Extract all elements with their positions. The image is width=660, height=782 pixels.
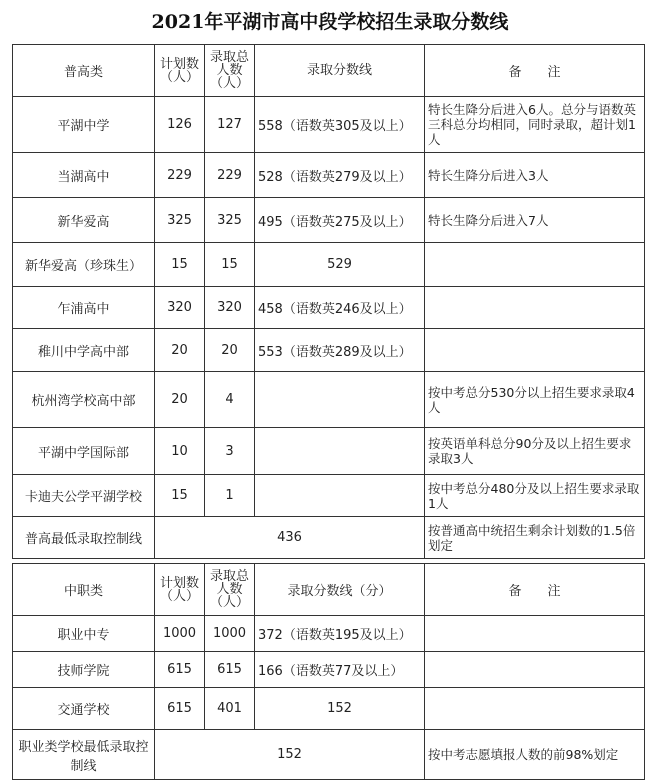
score-line [255,372,425,428]
plan-count: 15 [155,243,205,287]
remark [425,243,645,287]
school-name: 职业中专 [13,616,155,652]
score-line: 553（语数英289及以上） [255,329,425,372]
general-admission-table [12,44,645,559]
school-name: 平湖中学国际部 [13,428,155,475]
remark: 特长生降分后进入3人 [425,153,645,198]
admitted-count: 229 [205,153,255,198]
admitted-count: 1000 [205,616,255,652]
school-name: 新华爱高 [13,198,155,243]
admitted-count: 1 [205,475,255,517]
score-line [255,475,425,517]
table-row [13,329,645,372]
min-line-remark: 按中考志愿填报人数的前98%划定 [425,730,645,780]
school-name: 卡迪夫公学平湖学校 [13,475,155,517]
plan-count: 20 [155,372,205,428]
table-row [13,97,645,153]
admitted-count: 3 [205,428,255,475]
score-line: 528（语数英279及以上） [255,153,425,198]
admitted-count: 4 [205,372,255,428]
plan-count: 1000 [155,616,205,652]
header-plan: 计划数（人） [155,45,205,97]
admitted-count: 325 [205,198,255,243]
vocational-admission-table [12,563,645,780]
score-line: 166（语数英77及以上） [255,652,425,688]
remark [425,652,645,688]
table-row [13,475,645,517]
header-category: 普高类 [13,45,155,97]
header-remarks: 备 注 [425,45,645,97]
plan-count: 615 [155,652,205,688]
admitted-count: 20 [205,329,255,372]
table-row [13,428,645,475]
header-admitted: 录取总人数（人） [205,45,255,97]
min-line-remark: 按普通高中统招生剩余计划数的1.5倍划定 [425,517,645,559]
plan-count: 320 [155,287,205,329]
school-name: 交通学校 [13,688,155,730]
min-line-label: 普高最低录取控制线 [13,517,155,559]
school-name: 乍浦高中 [13,287,155,329]
admitted-count: 401 [205,688,255,730]
header-admitted: 录取总人数（人） [205,564,255,616]
remark [425,287,645,329]
admitted-count: 15 [205,243,255,287]
school-name: 新华爱高（珍珠生） [13,243,155,287]
min-line-row [13,517,645,559]
score-line: 558（语数英305及以上） [255,97,425,153]
table-row [13,153,645,198]
min-line-label: 职业类学校最低录取控制线 [13,730,155,780]
score-line: 372（语数英195及以上） [255,616,425,652]
remark: 按中考总分480分及以上招生要求录取1人 [425,475,645,517]
table-header-row [13,45,645,97]
header-score: 录取分数线（分） [255,564,425,616]
plan-count: 615 [155,688,205,730]
remark: 特长生降分后进入6人。总分与语数英三科总分均相同，同时录取，超计划1人 [425,97,645,153]
table-row [13,688,645,730]
table-header-row [13,564,645,616]
plan-count: 325 [155,198,205,243]
table-row [13,616,645,652]
score-line: 529 [255,243,425,287]
plan-count: 10 [155,428,205,475]
school-name: 杭州湾学校高中部 [13,372,155,428]
admitted-count: 615 [205,652,255,688]
min-line-value: 436 [155,517,425,559]
plan-count: 20 [155,329,205,372]
score-line [255,428,425,475]
table-row [13,652,645,688]
remark: 特长生降分后进入7人 [425,198,645,243]
school-name: 当湖高中 [13,153,155,198]
min-line-value: 152 [155,730,425,780]
remark: 按英语单科总分90分及以上招生要求录取3人 [425,428,645,475]
remark [425,616,645,652]
min-line-row [13,730,645,780]
remark: 按中考总分530分以上招生要求录取4人 [425,372,645,428]
table-row [13,287,645,329]
page-title: 2021年平湖市高中段学校招生录取分数线 [151,11,509,33]
header-category: 中职类 [13,564,155,616]
admitted-count: 320 [205,287,255,329]
school-name: 稚川中学高中部 [13,329,155,372]
table-row [13,372,645,428]
score-line: 152 [255,688,425,730]
school-name: 技师学院 [13,652,155,688]
plan-count: 126 [155,97,205,153]
admitted-count: 127 [205,97,255,153]
header-score: 录取分数线 [255,45,425,97]
table-row [13,243,645,287]
plan-count: 229 [155,153,205,198]
school-name: 平湖中学 [13,97,155,153]
score-line: 458（语数英246及以上） [255,287,425,329]
remark [425,329,645,372]
score-line: 495（语数英275及以上） [255,198,425,243]
remark [425,688,645,730]
plan-count: 15 [155,475,205,517]
header-plan: 计划数（人） [155,564,205,616]
table-row [13,198,645,243]
header-remarks: 备 注 [425,564,645,616]
